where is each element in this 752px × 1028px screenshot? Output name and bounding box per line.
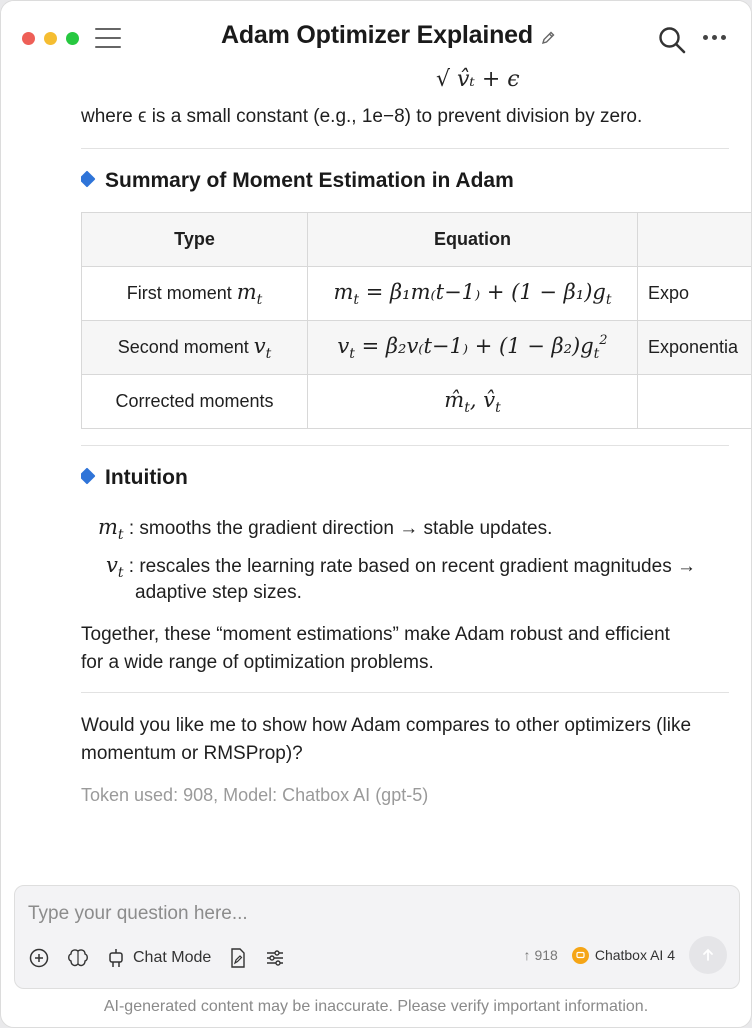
- message-content: [81, 61, 751, 861]
- follow-up-question: Would you like me to show how Adam compares to other optimizers (like: [81, 715, 692, 736]
- table-cell: [638, 375, 752, 429]
- zoom-window-button[interactable]: [66, 32, 79, 45]
- search-icon[interactable]: [657, 25, 687, 60]
- equation-cell: $v_t = \beta_2v_(t-1_) + (1 - \beta_2)g_t^2$: [308, 321, 638, 375]
- together-line: for a wide range of optimization problems.: [81, 652, 434, 673]
- chat-mode-button[interactable]: Chat Mode: [107, 948, 211, 968]
- send-button[interactable]: [689, 936, 727, 974]
- brain-icon[interactable]: [67, 948, 89, 968]
- diamond-icon: [81, 171, 95, 188]
- table-cell: First moment $m_t$: [82, 267, 308, 321]
- menu-icon[interactable]: [95, 28, 121, 48]
- table-row: [82, 375, 752, 429]
- divider: [81, 148, 729, 149]
- table-row: [82, 267, 752, 321]
- edit-icon[interactable]: [540, 30, 556, 51]
- divider: [81, 445, 729, 446]
- table-cell: Exponentia: [638, 321, 752, 375]
- equation-cell: $m_t = \beta_1m_(t-1_) + (1 - \beta_1)g_t$: [308, 267, 638, 321]
- minimize-window-button[interactable]: [44, 32, 57, 45]
- table-header: [638, 213, 752, 267]
- table-cell: Corrected moments: [82, 375, 308, 429]
- close-window-button[interactable]: [22, 32, 35, 45]
- arrow-up-icon: ↑: [523, 947, 531, 963]
- follow-up-question: momentum or RMSProp)?: [81, 743, 303, 764]
- chat-input-box[interactable]: [14, 885, 740, 989]
- cut-off-formula: √ v̂ₜ + ϵ: [436, 67, 520, 92]
- bullet-continuation: adaptive step sizes.: [135, 582, 302, 603]
- table-header: Type: [82, 213, 308, 267]
- table-header-row: [82, 213, 752, 267]
- table-cell: Second moment $v_t$: [82, 321, 308, 375]
- bullet-item: $v_t$ : rescales the learning rate based on recent gradient magnitudes →: [106, 553, 696, 581]
- chatbox-logo-icon: [572, 947, 589, 964]
- table-header: Equation: [308, 213, 638, 267]
- summary-heading: Summary of Moment Estimation in Adam: [81, 169, 514, 193]
- bullet-item: $m_t$ : smooths the gradient direction → stable updates.: [98, 515, 553, 543]
- page-title: Adam Optimizer Explained: [221, 21, 533, 49]
- diamond-icon: [81, 468, 95, 485]
- robot-icon: [107, 948, 125, 968]
- token-usage: Token used: 908, Model: Chatbox AI (gpt-5): [81, 785, 429, 805]
- model-selector[interactable]: Chatbox AI 4: [572, 947, 675, 964]
- together-line: Together, these “moment estimations” make Adam robust and efficient: [81, 624, 670, 645]
- disclaimer: AI-generated content may be inaccurate. Please verify important information.: [103, 998, 649, 1015]
- table-cell: Expo: [638, 267, 752, 321]
- document-edit-icon[interactable]: [229, 948, 247, 968]
- settings-sliders-icon[interactable]: [265, 948, 285, 968]
- input-status: [523, 936, 727, 974]
- intuition-heading: Intuition: [81, 466, 188, 490]
- input-toolbar: [29, 948, 285, 968]
- window-controls: [22, 32, 79, 45]
- moment-table: [81, 212, 751, 429]
- question-input[interactable]: Type your question here...: [28, 903, 248, 924]
- send-arrow-icon: [700, 947, 716, 963]
- table-row: [82, 321, 752, 375]
- divider: [81, 692, 729, 693]
- epsilon-note: where ϵ is a small constant (e.g., 1e−8) to prevent division by zero.: [81, 106, 643, 127]
- token-count: ↑ 918: [523, 947, 558, 963]
- add-icon[interactable]: [29, 948, 49, 968]
- more-icon[interactable]: [703, 35, 726, 40]
- equation-cell: $m̂_t$, $v̂_t$: [308, 375, 638, 429]
